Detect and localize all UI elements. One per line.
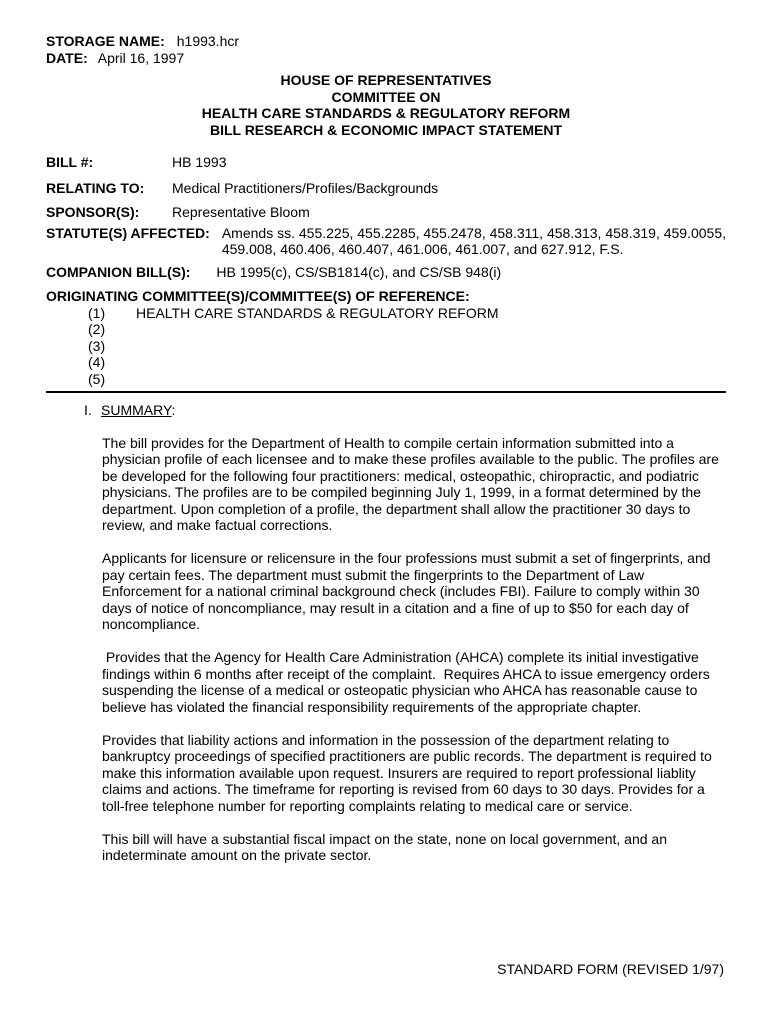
form-footer: STANDARD FORM (REVISED 1/97) [497,961,724,977]
summary-paragraph: Provides that liability actions and information in the possession of the department relating to bankruptcy proceedings of specified practitioners are public records. The department is required to make this information available upon request. Insurers are required to report professional liablity claims and actions. The timeframe for reporting is revised from 60 days to 30 days. Provides for a toll-free telephone number for reporting complaints relating to medical care or service. [102,731,712,814]
date-label: DATE: [46,49,88,66]
heading-line-3: HEALTH CARE STANDARDS & REGULATORY REFORM [201,105,571,121]
committee-number: (1) [88,304,106,321]
storage-name-label: STORAGE NAME: [46,33,165,49]
storage-name-line [46,33,726,50]
committee-item [88,354,726,371]
statutes-affected-label: STATUTE(S) AFFECTED: [46,224,210,241]
date-line [46,50,726,67]
heading-line-2: COMMITTEE ON [331,88,441,105]
committee-item [88,305,726,322]
heading-line-4: BILL RESEARCH & ECONOMIC IMPACT STATEMENT [209,121,563,138]
date-value: April 16, 1997 [97,49,185,66]
summary-section-number: I. [84,402,92,418]
companion-bills-field [46,264,726,281]
summary-paragraph: This bill will have a substantial fiscal impact on the state, none on local government, and an indeterminate amount on the private sector. [102,830,667,863]
summary-paragraph: Provides that the Agency for Health Care Administration (AHCA) complete its initial investigative findings within 6 months after receipt of the complaint. Requires AHCA to issue emergency orders suspending the license of a medical or osteopatic physician who AHCA has reasonable cause to believe has violated the financial responsibility requirements of the appropriate chapter. [102,649,714,715]
summary-body [46,435,726,864]
sponsor-field [46,204,726,221]
relating-to-field [46,180,726,197]
sponsor-label: SPONSOR(S): [46,204,140,220]
originating-committees-title: ORIGINATING COMMITTEE(S)/COMMITTEE(S) OF REFERENCE: [46,288,470,304]
heading-line-1: HOUSE OF REPRESENTATIVES [280,72,492,88]
relating-to-value: Medical Practitioners/Profiles/Backgrounds [172,179,439,196]
document-header [46,33,726,66]
section-divider [46,391,726,393]
summary-heading [46,402,726,419]
originating-committees [46,288,726,387]
committee-item [88,371,726,388]
bill-number-value: HB 1993 [172,154,227,170]
companion-bills-value: HB 1995(c), CS/SB1814(c), and CS/SB 948(i) [216,263,502,280]
committee-number: (4) [88,354,106,370]
committee-item [88,338,726,355]
summary-paragraph: The bill provides for the Department of Health to compile certain information submitted into a physician profile of each licensee and to make these profiles available to the public. The profiles are be developed for the following four practitioners: medical, osteopathic, chiropractic, and podiatric physicians. The profiles are to be compiled beginning July 1, 1999, in a format determined by the department. Upon completion of a profile, the department shall allow the practitioner 30 days to review, and make factual corrections. [102,434,719,533]
statutes-affected-value: Amends ss. 455.225, 455.2285, 455.2478, 458.311, 458.313, 458.319, 459.0055, 459.008, 460.406, 460.407, 461.006, 461.007, and 627.912, F.S. [221,224,727,257]
companion-bills-label: COMPANION BILL(S): [46,263,191,280]
document-heading [46,72,726,138]
summary-section-title: SUMMARY [101,402,172,418]
relating-to-label: RELATING TO: [46,179,145,196]
document-page [46,33,726,880]
summary-section-colon: : [171,402,176,418]
committee-item [88,321,726,338]
committee-number: (5) [88,370,106,387]
storage-name-value: h1993.hcr [176,33,240,49]
sponsor-value: Representative Bloom [172,204,310,220]
committee-number: (2) [88,321,106,337]
bill-number-label: BILL #: [46,154,94,170]
summary-paragraph: Applicants for licensure or relicensure in the four professions must submit a set of fingerprints, and pay certain fees. The department must submit the fingerprints to the Department of Law Enforcement for a national criminal background check (includes FBI). Failure to comply within 30 days of notice of noncompliance, may result in a citation and a fine of up to $50 for each day of noncompliance. [102,550,711,632]
committee-list [46,305,726,388]
committee-number: (3) [88,337,106,354]
committee-name: HEALTH CARE STANDARDS & REGULATORY REFORM [136,304,499,321]
statutes-affected-field [46,225,726,258]
bill-number-field [46,154,726,171]
